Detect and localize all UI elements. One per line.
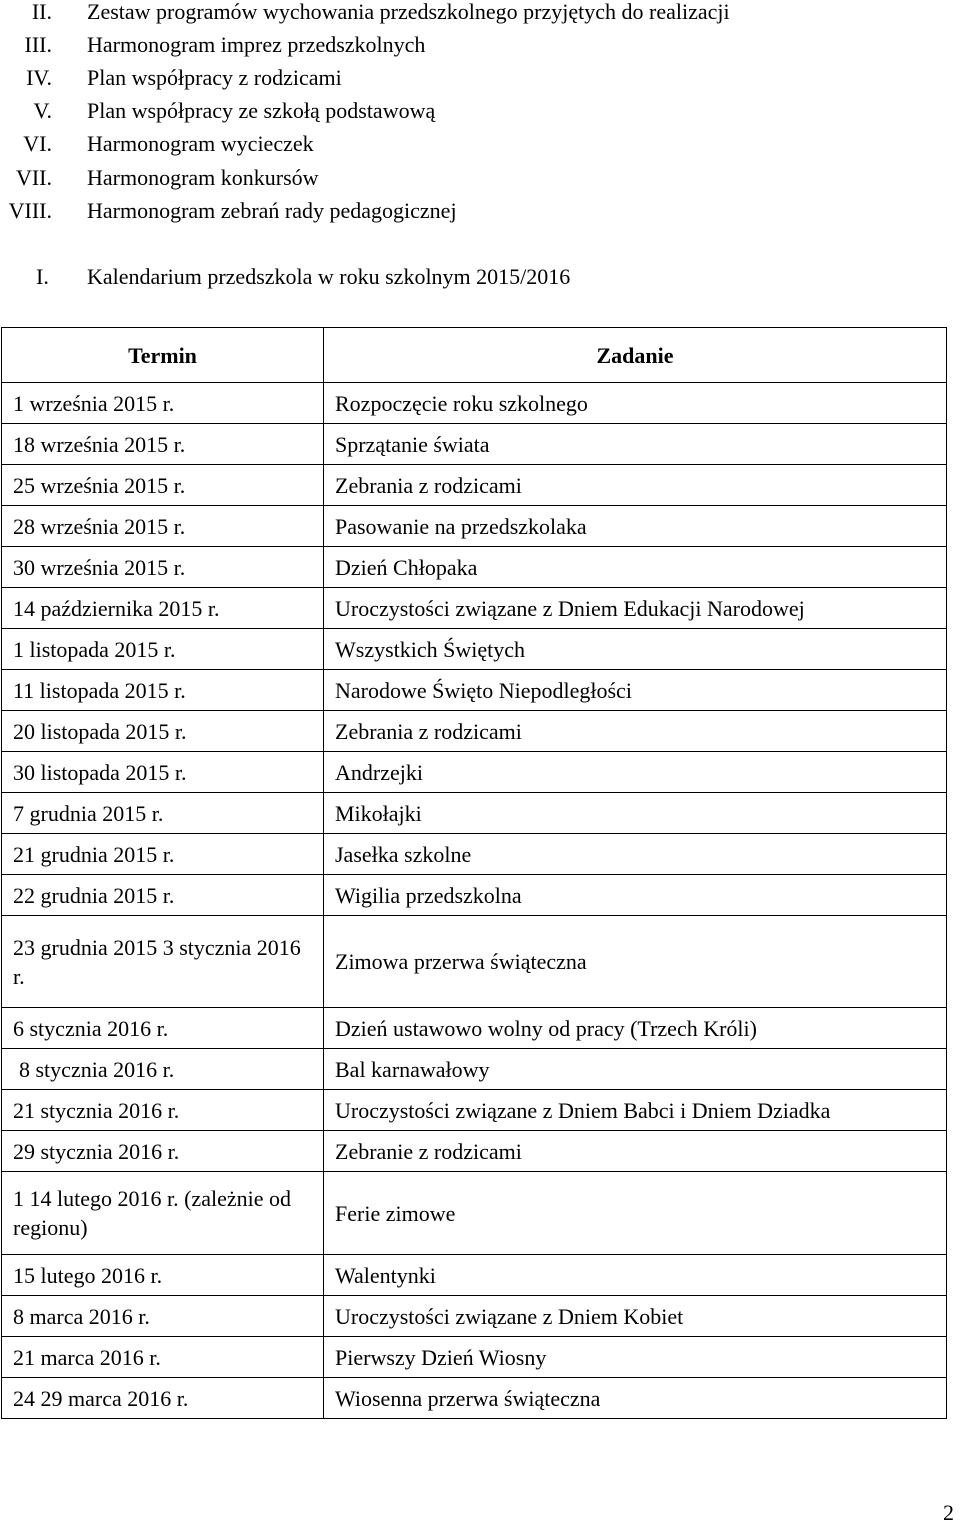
table-row: [2, 1172, 947, 1255]
toc-item-number: VI.: [23, 131, 52, 156]
table-row: [2, 834, 947, 875]
date-cell: 15 lutego 2016 r.: [2, 1255, 324, 1296]
toc-item: [0, 196, 960, 226]
date-cell: 23 grudnia 2015 3 stycznia 2016 r.: [2, 916, 324, 1008]
table-header-row: [2, 328, 947, 383]
date-cell: 1 14 lutego 2016 r. (zależnie od regionu): [2, 1172, 324, 1255]
table-row: [2, 752, 947, 793]
table-row: [2, 1008, 947, 1049]
date-cell: 8 marca 2016 r.: [2, 1296, 324, 1337]
task-cell: Wigilia przedszkolna: [324, 875, 947, 916]
toc-item: [0, 0, 960, 27]
date-cell: 21 stycznia 2016 r.: [2, 1090, 324, 1131]
table-row: [2, 1131, 947, 1172]
task-cell: Bal karnawałowy: [324, 1049, 947, 1090]
date-cell: 1 listopada 2015 r.: [2, 629, 324, 670]
date-cell: 30 września 2015 r.: [2, 547, 324, 588]
section-heading: [0, 262, 960, 292]
table-row: [2, 547, 947, 588]
date-cell: 22 grudnia 2015 r.: [2, 875, 324, 916]
toc-item-label: Harmonogram zebrań rady pedagogicznej: [87, 198, 457, 223]
date-cell: 24 29 marca 2016 r.: [2, 1378, 324, 1419]
toc-item-number: V.: [33, 98, 52, 123]
table-row: [2, 670, 947, 711]
toc-item-label: Plan współpracy ze szkołą podstawową: [87, 98, 436, 123]
task-cell: Uroczystości związane z Dniem Edukacji Narodowej: [324, 588, 947, 629]
table-row: [2, 1296, 947, 1337]
table-row: [2, 629, 947, 670]
task-cell: Wiosenna przerwa świąteczna: [324, 1378, 947, 1419]
toc-item: [0, 96, 960, 126]
task-cell: Mikołajki: [324, 793, 947, 834]
task-cell: Wszystkich Świętych: [324, 629, 947, 670]
table-row: [2, 711, 947, 752]
date-cell: 14 października 2015 r.: [2, 588, 324, 629]
page-number: 2: [943, 1500, 954, 1525]
toc-item: [0, 63, 960, 93]
date-cell: 8 stycznia 2016 r.: [2, 1049, 324, 1090]
date-cell: 1 września 2015 r.: [2, 383, 324, 424]
date-cell: 11 listopada 2015 r.: [2, 670, 324, 711]
task-cell: Narodowe Święto Niepodległości: [324, 670, 947, 711]
task-cell: Jasełka szkolne: [324, 834, 947, 875]
table-row: [2, 1255, 947, 1296]
toc-item-number: VII.: [15, 165, 52, 190]
table-row: [2, 916, 947, 1008]
task-cell: Dzień ustawowo wolny od pracy (Trzech Króli): [324, 1008, 947, 1049]
toc-item-label: Plan współpracy z rodzicami: [87, 65, 342, 90]
table-row: [2, 1090, 947, 1131]
task-cell: Dzień Chłopaka: [324, 547, 947, 588]
toc-item-label: Harmonogram imprez przedszkolnych: [87, 32, 426, 57]
toc-item-number: VIII.: [8, 198, 52, 223]
section-number: I.: [36, 264, 49, 289]
task-cell: Zimowa przerwa świąteczna: [324, 916, 947, 1008]
task-cell: Uroczystości związane z Dniem Babci i Dniem Dziadka: [324, 1090, 947, 1131]
task-cell: Andrzejki: [324, 752, 947, 793]
toc-item-number: IV.: [26, 65, 52, 90]
table-row: [2, 1049, 947, 1090]
task-cell: Sprzątanie świata: [324, 424, 947, 465]
task-cell: Pasowanie na przedszkolaka: [324, 506, 947, 547]
date-cell: 21 marca 2016 r.: [2, 1337, 324, 1378]
toc-item-label: Harmonogram konkursów: [87, 165, 319, 190]
table-row: [2, 588, 947, 629]
header-termin: Termin: [2, 328, 324, 383]
date-cell: 21 grudnia 2015 r.: [2, 834, 324, 875]
date-cell: 7 grudnia 2015 r.: [2, 793, 324, 834]
toc-item: [0, 163, 960, 193]
task-cell: Zebrania z rodzicami: [324, 711, 947, 752]
toc-item: [0, 129, 960, 159]
calendar-table: [1, 327, 947, 1419]
table-row: [2, 424, 947, 465]
date-cell: 20 listopada 2015 r.: [2, 711, 324, 752]
task-cell: Zebranie z rodzicami: [324, 1131, 947, 1172]
toc-item-label: Zestaw programów wychowania przedszkolnego przyjętych do realizacji: [87, 0, 730, 24]
task-cell: Walentynki: [324, 1255, 947, 1296]
task-cell: Zebrania z rodzicami: [324, 465, 947, 506]
table-row: [2, 875, 947, 916]
table-row: [2, 506, 947, 547]
toc-item-number: III.: [24, 32, 52, 57]
date-cell: 18 września 2015 r.: [2, 424, 324, 465]
toc-item-number: II.: [31, 0, 52, 24]
table-row: [2, 1378, 947, 1419]
task-cell: Pierwszy Dzień Wiosny: [324, 1337, 947, 1378]
table-row: [2, 793, 947, 834]
toc-item-label: Harmonogram wycieczek: [87, 131, 314, 156]
date-cell: 28 września 2015 r.: [2, 506, 324, 547]
date-cell: 29 stycznia 2016 r.: [2, 1131, 324, 1172]
task-cell: Ferie zimowe: [324, 1172, 947, 1255]
date-cell: 6 stycznia 2016 r.: [2, 1008, 324, 1049]
date-cell: 25 września 2015 r.: [2, 465, 324, 506]
table-row: [2, 383, 947, 424]
toc-item: [0, 30, 960, 60]
table-row: [2, 1337, 947, 1378]
task-cell: Rozpoczęcie roku szkolnego: [324, 383, 947, 424]
table-row: [2, 465, 947, 506]
date-cell: 30 listopada 2015 r.: [2, 752, 324, 793]
header-zadanie: Zadanie: [324, 328, 947, 383]
section-title: Kalendarium przedszkola w roku szkolnym 2015/2016: [87, 264, 571, 289]
task-cell: Uroczystości związane z Dniem Kobiet: [324, 1296, 947, 1337]
